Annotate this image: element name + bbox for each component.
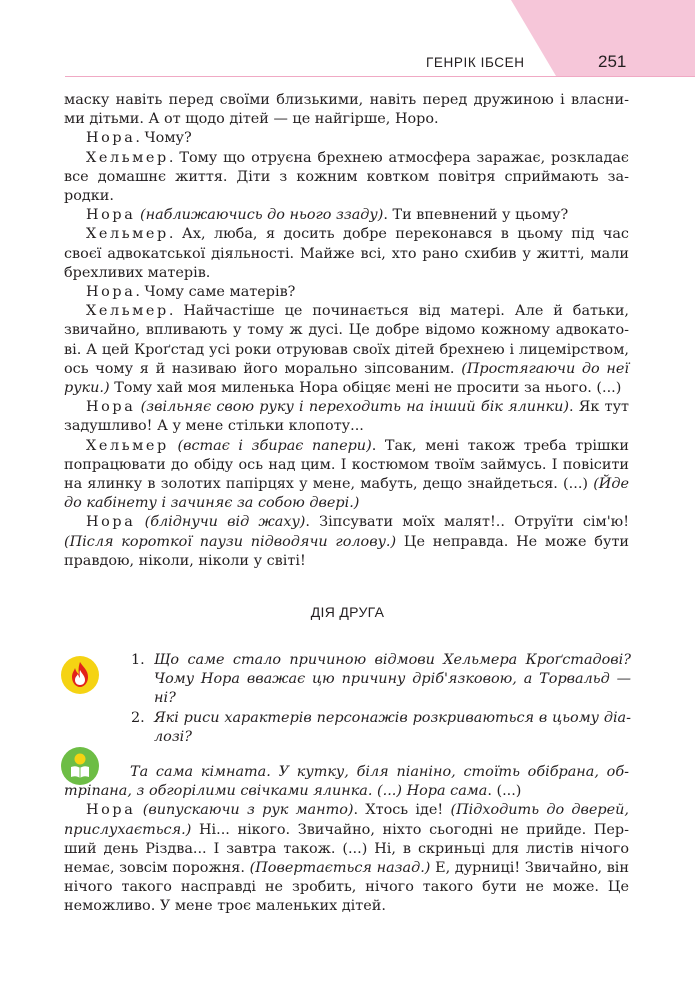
stage-direction: (бліднучи від жаху)	[144, 514, 306, 531]
header-rule	[65, 76, 695, 77]
stage-direction: (випускаючи з рук манто)	[142, 802, 354, 819]
stage-direction: (наближаючись до нього ззаду)	[139, 207, 384, 224]
question-list	[131, 651, 631, 747]
stage-direction: (Повертається назад.)	[249, 860, 431, 877]
paragraph: маску навіть перед своїми близькими, навіть перед дружиною і власними дітьми. А от щодо дітей — це найгірше, Норо.	[64, 92, 629, 128]
speaker-name: Нора	[86, 284, 136, 301]
speaker-name: Нора	[86, 399, 136, 416]
act2-text	[64, 763, 629, 917]
speaker-name: Нора	[86, 207, 136, 224]
question-text: Що саме стало причиною відмови Хельмера Кроґстадові? Чому Нора вважає цю причину дріб'язковою, а Торвальд — ні?	[154, 652, 631, 707]
stage-direction: (Після короткої паузи підводячи голову.)	[64, 533, 397, 550]
dialogue-text	[64, 91, 629, 571]
stage-direction: (Простягаючи до неї руки.)	[64, 360, 629, 397]
act-heading: ДІЯ ДРУГА	[310, 604, 385, 620]
stage-direction: (Підходить до дверей, прислухається.)	[64, 802, 629, 838]
paragraph: Нора. Чому?	[86, 130, 192, 147]
paragraph: Нора (бліднучи від жаху). Зіпсувати моїх малят!.. Отруїти сім'ю! (Після короткої паузи підводячи голову.) Це неправда. Не може бути правдою, ніколи, ніколи у світі!	[64, 514, 629, 569]
paragraph: Хельмер. Тому що отруєна брехнею атмосфера заражає, розкладає все домашнє життя. Діти з кожним ковтком повітря сприймають зародки.	[64, 149, 629, 205]
question-text: Які риси характерів персонажів розкриваються в цьому діалозі?	[154, 709, 631, 745]
stage-direction: (Йде до кабінету і зачиняє за собою двері.)	[64, 476, 629, 512]
paragraph: Хельмер (встає і збирає папери). Так, мені також треба трішки попрацювати до обіду ось над цим. І костюмом твоїм займусь. І повісити на ялинку в золотих папірцях у мене, мабуть, дещо знайдеться. (...) (Йде до кабінету і зачиняє за собою двері.)	[64, 437, 629, 512]
question-item	[131, 651, 631, 709]
paragraph: Нора (звільняє свою руку і переходить на інший бік ялинки). Як тут задушливо! А у мене стільки клопоту...	[64, 399, 630, 435]
fire-icon	[61, 656, 99, 694]
running-head: ГЕНРІК ІБСЕН	[426, 55, 525, 70]
speaker-name: Нора	[86, 514, 136, 531]
paragraph: Хельмер. Найчастіше це починається від матері. Але й батьки, звичайно, впливають у тому ж дусі. Це добре відомо кожному адвокатові. А цей Кроґстад усі роки отруював своїх дітей брехнею і лицемірством, ось чому я й називаю його морально зіпсованим. (Простягаючи до неї руки.) Тому хай моя миленька Нора обіцяє мені не просити за нього. (...)	[64, 303, 629, 397]
paragraph: Нора. Чому саме матерів?	[86, 284, 296, 301]
speaker-name: Хельмер	[86, 437, 169, 454]
question-number: 2.	[131, 709, 145, 726]
stage-direction: (звільняє свою руку і переходить на інший бік ялинки)	[140, 399, 570, 416]
speaker-name: Нора	[86, 130, 136, 147]
speaker-name: Нора	[86, 802, 136, 819]
question-item	[131, 709, 631, 747]
stage-direction-intro: Та сама кімната. У кутку, біля піаніно, стоїть обібрана, обтріпана, з обгорілими свічками ялинка. (...) Нора сама. (...)	[64, 764, 629, 800]
paragraph: Хельмер. Ах, люба, я досить добре переконався в цьому під час своєї адвокатської діяльності. Майже всі, хто рано схибив у житті, мали брехливих матерів.	[64, 226, 629, 281]
page-number: 251	[598, 52, 627, 71]
speaker-name: Хельмер	[86, 149, 169, 166]
speaker-name: Хельмер	[86, 303, 169, 320]
paragraph: Нора (випускаючи з рук манто). Хтось іде! (Підходить до дверей, прислухається.) Ні... нікого. Звичайно, ніхто сьогодні не прийде. Перший день Різдва... І завтра також. (...) Ні, в скриньці для листів нічого немає, зовсім порожня. (Повертається назад.) Е, дурниці! Звичайно, він нічого такого насправді не зробить, нічого такого бути не може. Це неможливо. У мене троє маленьких дітей.	[64, 802, 629, 915]
speaker-name: Хельмер	[86, 226, 169, 243]
stage-direction: (встає і збирає папери)	[177, 437, 372, 454]
question-number: 1.	[131, 652, 145, 668]
paragraph: Нора (наближаючись до нього ззаду). Ти впевнений у цьому?	[86, 207, 569, 224]
